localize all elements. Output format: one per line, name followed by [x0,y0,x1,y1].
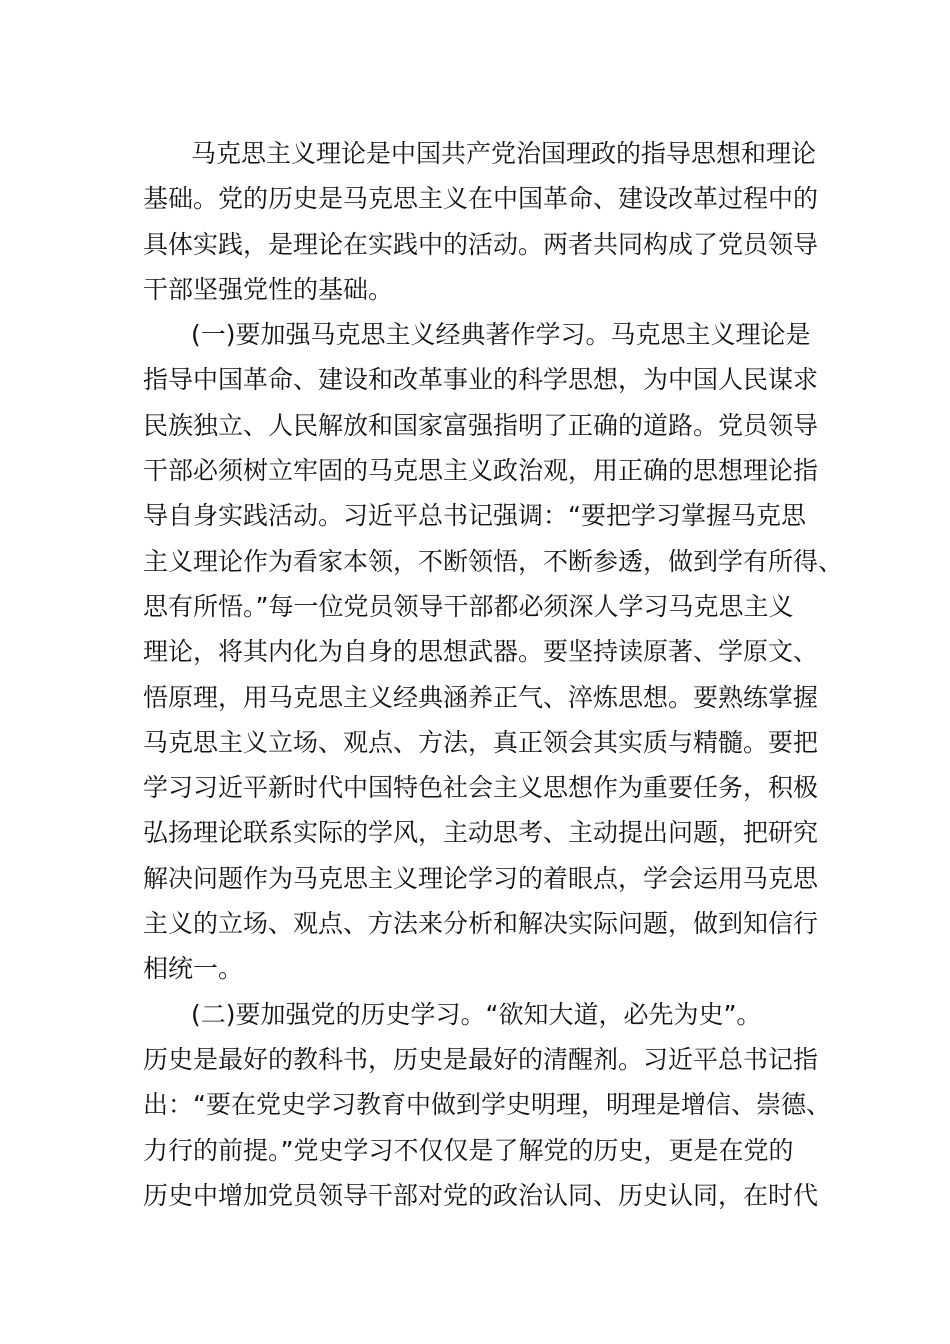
text-line: 理论，将其内化为自身的思想武器。要坚持读原著、学原文、 [143,637,819,667]
paragraph-first-line: (二)要加强党的历史学习。“欲知大道，必先为史”。 [191,999,762,1029]
text-line: 解决问题作为马克思主义理论学习的着眼点，学会运用马克思 [143,863,819,893]
text-line: 导自身实践活动。习近平总书记强调：“要把学习掌握马克思 [143,501,806,531]
text-line: 历史是最好的教科书，历史是最好的清醒剂。习近平总书记指 [143,1044,819,1074]
paragraph-first-line: (一)要加强马克思主义经典著作学习。马克思主义理论是 [191,320,811,350]
text-line: 具体实践，是理论在实践中的活动。两者共同构成了党员领导 [143,229,819,259]
text-line: 指导中国革命、建设和改革事业的科学思想，为中国人民谋求 [143,365,819,395]
text-line: 悟原理，用马克思主义经典涵养正气、淬炼思想。要熟练掌握 [143,682,819,712]
document-body [143,131,844,1218]
text-line: 主义理论作为看家本领，不断领悟，不断参透，做到学有所得、 [143,546,844,576]
text-line: 出：“要在党史学习教育中做到学史明理，明理是增信、崇德、 [143,1090,831,1120]
text-line: 力行的前提。”党史学习不仅仅是了解党的历史，更是在党的 [143,1135,794,1165]
text-line: 思有所悟。”每一位党员领导干部都必须深人学习马克思主义 [143,591,794,621]
text-line: 相统一。 [143,954,244,984]
paragraph-first-line: 马克思主义理论是中国共产党治国理政的指导思想和理论 [191,139,817,168]
text-line: 历史中增加党员领导干部对党的政治认同、历史认同，在时代 [143,1180,819,1210]
text-line: 马克思主义立场、观点、方法，真正领会其实质与精髓。要把 [143,727,819,757]
text-line: 干部坚强党性的基础。 [143,274,394,304]
text-line: 主义的立场、观点、方法来分析和解决实际问题，做到知信行 [143,909,819,939]
text-line: 民族独立、人民解放和国家富强指明了正确的道路。党员领导 [143,410,819,440]
text-line: 学习习近平新时代中国特色社会主义思想作为重要任务，积极 [143,773,819,803]
text-line: 基础。党的历史是马克思主义在中国革命、建设改革过程中的 [143,184,819,214]
text-line: 干部必须树立牢固的马克思主义政治观，用正确的思想理论指 [143,456,819,486]
text-line: 弘扬理论联系实际的学风，主动思考、主动提出问题，把研究 [143,818,819,848]
